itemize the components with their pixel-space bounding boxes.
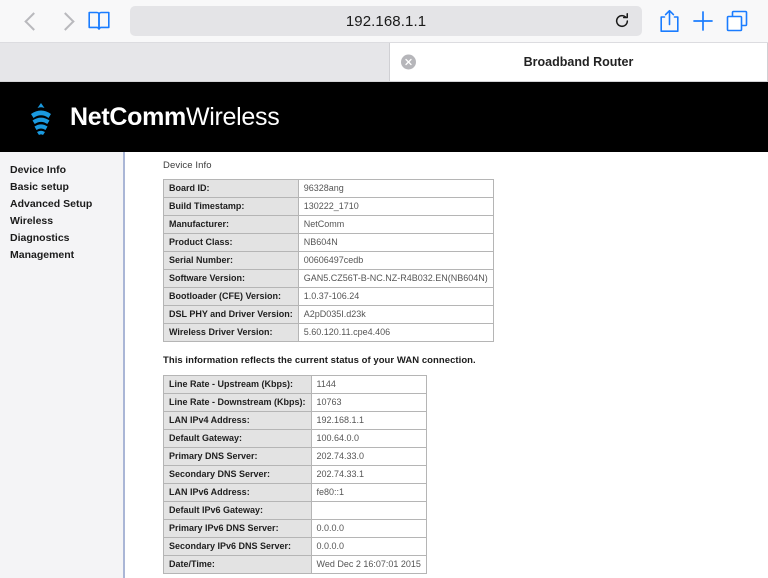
- share-icon: [659, 9, 680, 33]
- logo-text-bold: NetComm: [70, 102, 186, 131]
- tab-bar: [0, 42, 768, 81]
- table-row: [164, 466, 427, 484]
- table-cell-key: DSL PHY and Driver Version:: [164, 306, 299, 324]
- table-cell-value: 1.0.37-106.24: [298, 288, 493, 306]
- show-tabs-button[interactable]: [720, 4, 754, 38]
- logo-text-light: Wireless: [185, 102, 280, 131]
- table-cell-key: Default Gateway:: [164, 430, 312, 448]
- table-cell-key: Secondary DNS Server:: [164, 466, 312, 484]
- table-cell-key: Serial Number:: [164, 252, 299, 270]
- table-row: [164, 180, 494, 198]
- chevron-right-icon: [59, 11, 71, 31]
- sidebar: [0, 152, 125, 578]
- sidebar-item-label: Management: [10, 249, 75, 261]
- main-content: [125, 152, 768, 578]
- table-cell-value: Wed Dec 2 16:07:01 2015: [311, 556, 426, 574]
- table-row: [164, 216, 494, 234]
- table-cell-value: 96328ang: [298, 180, 493, 198]
- table-cell-key: Line Rate - Downstream (Kbps):: [164, 394, 312, 412]
- table-row: [164, 288, 494, 306]
- tab-item-blank[interactable]: [0, 43, 390, 81]
- table-cell-value: 10763: [311, 394, 426, 412]
- sidebar-item-management[interactable]: [0, 247, 123, 264]
- sidebar-item-label: Basic setup: [10, 181, 69, 193]
- tab-item-label: Broadband Router: [523, 55, 634, 69]
- plus-icon: [692, 10, 714, 32]
- table-cell-value: 0.0.0.0: [311, 538, 426, 556]
- sidebar-item-label: Wireless: [10, 215, 54, 227]
- table-row: [164, 556, 427, 574]
- table-row: [164, 270, 494, 288]
- sidebar-item-basic-setup[interactable]: [0, 179, 123, 196]
- table-row: [164, 412, 427, 430]
- reload-icon[interactable]: [614, 13, 630, 29]
- table-cell-key: Primary DNS Server:: [164, 448, 312, 466]
- table-row: [164, 376, 427, 394]
- table-row: [164, 324, 494, 342]
- table-cell-value: 130222_1710: [298, 198, 493, 216]
- sidebar-item-diagnostics[interactable]: [0, 230, 123, 247]
- table-cell-key: Build Timestamp:: [164, 198, 299, 216]
- sidebar-item-label: Diagnostics: [10, 232, 70, 244]
- site-logo-text: [70, 103, 279, 132]
- table-cell-key: Wireless Driver Version:: [164, 324, 299, 342]
- forward-button[interactable]: [48, 4, 82, 38]
- browser-toolbar: [0, 0, 768, 42]
- bookmarks-button[interactable]: [82, 4, 116, 38]
- sidebar-item-label: Advanced Setup: [10, 198, 93, 210]
- web-page: [0, 82, 768, 578]
- device-info-table: [163, 179, 494, 342]
- tab-item-broadband-router[interactable]: [390, 43, 768, 81]
- table-cell-key: Secondary IPv6 DNS Server:: [164, 538, 312, 556]
- table-cell-value: NB604N: [298, 234, 493, 252]
- table-cell-key: Product Class:: [164, 234, 299, 252]
- table-cell-key: Default IPv6 Gateway:: [164, 502, 312, 520]
- table-row: [164, 484, 427, 502]
- table-cell-value: 100.64.0.0: [311, 430, 426, 448]
- table-row: [164, 306, 494, 324]
- wifi-arc-icon: [22, 97, 60, 137]
- table-row: [164, 394, 427, 412]
- table-row: [164, 538, 427, 556]
- wan-status-note: This information reflects the current status of your WAN connection.: [163, 355, 476, 366]
- table-row: [164, 502, 427, 520]
- table-cell-value: 1144: [311, 376, 426, 394]
- site-header: [0, 82, 768, 152]
- table-cell-value: A2pD035I.d23k: [298, 306, 493, 324]
- table-cell-value: 192.168.1.1: [311, 412, 426, 430]
- table-cell-value: 00606497cedb: [298, 252, 493, 270]
- sidebar-item-label: Device Info: [10, 164, 67, 176]
- close-icon[interactable]: [401, 55, 416, 70]
- table-row: [164, 198, 494, 216]
- table-row: [164, 252, 494, 270]
- table-cell-key: LAN IPv4 Address:: [164, 412, 312, 430]
- table-cell-value: [311, 502, 426, 520]
- device-info-caption: Device Info: [163, 160, 212, 171]
- table-cell-value: 202.74.33.1: [311, 466, 426, 484]
- table-cell-key: LAN IPv6 Address:: [164, 484, 312, 502]
- browser-chrome: [0, 0, 768, 82]
- page-body: [0, 152, 768, 578]
- address-bar-url: 192.168.1.1: [345, 12, 427, 30]
- table-cell-value: 0.0.0.0: [311, 520, 426, 538]
- table-cell-key: Date/Time:: [164, 556, 312, 574]
- back-button[interactable]: [14, 4, 48, 38]
- sidebar-item-device-info[interactable]: [0, 162, 123, 179]
- table-cell-key: Manufacturer:: [164, 216, 299, 234]
- share-button[interactable]: [652, 4, 686, 38]
- table-cell-value: 5.60.120.11.cpe4.406: [298, 324, 493, 342]
- table-cell-key: Board ID:: [164, 180, 299, 198]
- table-cell-key: Software Version:: [164, 270, 299, 288]
- table-cell-value: 202.74.33.0: [311, 448, 426, 466]
- new-tab-button[interactable]: [686, 4, 720, 38]
- address-bar[interactable]: [130, 6, 642, 36]
- tabs-icon: [725, 9, 749, 33]
- table-row: [164, 430, 427, 448]
- book-icon: [88, 11, 110, 31]
- table-cell-key: Bootloader (CFE) Version:: [164, 288, 299, 306]
- wan-status-table: [163, 375, 427, 574]
- sidebar-item-advanced-setup[interactable]: [0, 196, 123, 213]
- table-cell-value: GAN5.CZ56T-B-NC.NZ-R4B032.EN(NB604N): [298, 270, 493, 288]
- table-cell-key: Line Rate - Upstream (Kbps):: [164, 376, 312, 394]
- table-row: [164, 520, 427, 538]
- table-cell-value: fe80::1: [311, 484, 426, 502]
- chevron-left-icon: [25, 11, 37, 31]
- table-cell-value: NetComm: [298, 216, 493, 234]
- sidebar-item-wireless[interactable]: [0, 213, 123, 230]
- table-row: [164, 234, 494, 252]
- table-cell-key: Primary IPv6 DNS Server:: [164, 520, 312, 538]
- table-row: [164, 448, 427, 466]
